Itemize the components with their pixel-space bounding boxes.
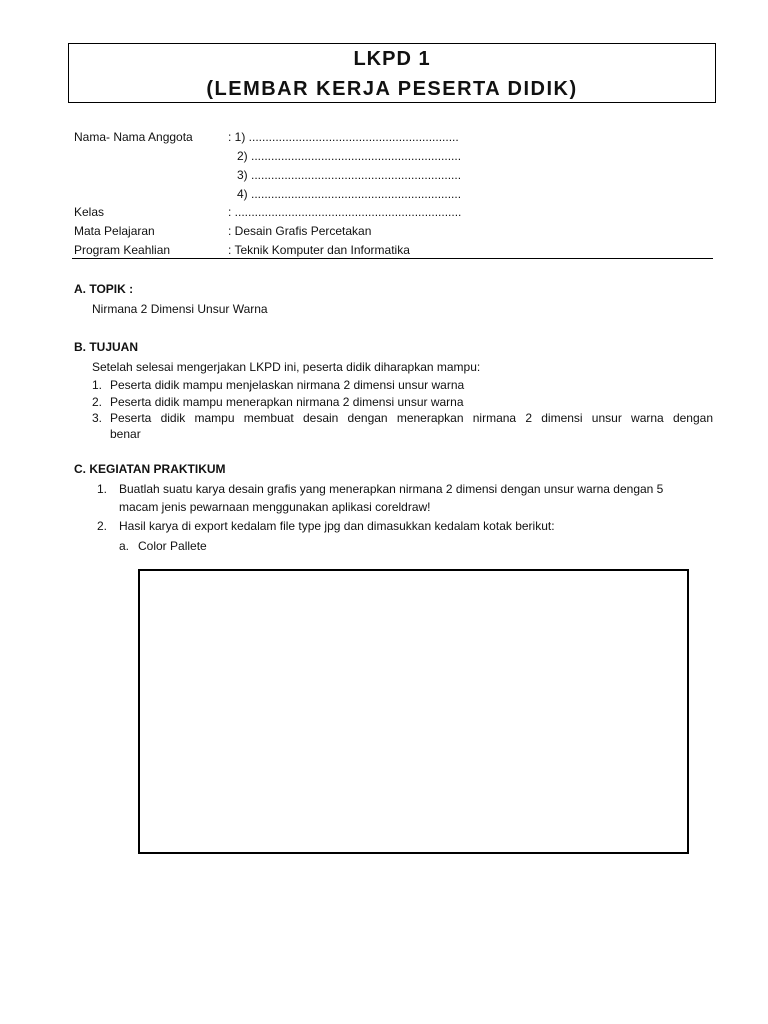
nama-label: Nama- Nama Anggota bbox=[74, 130, 193, 144]
tujuan-item-2: Peserta didik mampu menerapkan nirmana 2 dimensi unsur warna bbox=[110, 395, 464, 409]
kegiatan-num-2: 2. bbox=[97, 519, 108, 533]
tujuan-num-3: 3. bbox=[92, 411, 103, 425]
tujuan-num-1: 1. bbox=[92, 378, 103, 392]
subitem-color-pallete: Color Pallete bbox=[138, 539, 207, 553]
nama-line-3: 3) ............................................................... bbox=[237, 168, 462, 182]
kelas-label: Kelas bbox=[74, 205, 105, 219]
title-box bbox=[68, 43, 716, 103]
document-subtitle: (LEMBAR KERJA PESERTA DIDIK) bbox=[206, 78, 578, 100]
program-value: : Teknik Komputer dan Informatika bbox=[228, 243, 410, 257]
kegiatan-item-2-line-1: Hasil karya di export kedalam file type jpg dan dimasukkan kedalam kotak berikut: bbox=[119, 519, 555, 533]
nama-line-2: 2) ............................................................... bbox=[237, 149, 462, 163]
tujuan-item-3-line-2: benar bbox=[110, 427, 141, 441]
kegiatan-num-1: 1. bbox=[97, 482, 108, 496]
mapel-label: Mata Pelajaran bbox=[74, 224, 155, 238]
header-divider bbox=[72, 258, 713, 259]
color-pallete-image-box bbox=[138, 569, 689, 854]
kelas-value: : .................................................................... bbox=[228, 205, 462, 219]
subitem-num: a. bbox=[119, 539, 130, 553]
tujuan-item-1: Peserta didik mampu menjelaskan nirmana 2 dimensi unsur warna bbox=[110, 378, 465, 392]
document-title: LKPD 1 bbox=[353, 48, 431, 70]
tujuan-num-2: 2. bbox=[92, 395, 103, 409]
program-label: Program Keahlian bbox=[74, 243, 171, 257]
section-b-intro: Setelah selesai mengerjakan LKPD ini, peserta didik diharapkan mampu: bbox=[92, 360, 481, 374]
section-b-heading: B. TUJUAN bbox=[74, 340, 139, 354]
section-c-heading: C. KEGIATAN PRAKTIKUM bbox=[74, 462, 226, 476]
nama-line-1: : 1) ............................................................... bbox=[228, 130, 459, 144]
mapel-value: : Desain Grafis Percetakan bbox=[228, 224, 372, 238]
kegiatan-item-1-line-1: Buatlah suatu karya desain grafis yang menerapkan nirmana 2 dimensi dengan unsur warna dengan 5 bbox=[119, 482, 664, 496]
section-a-heading: A. TOPIK : bbox=[74, 282, 134, 296]
section-a-text: Nirmana 2 Dimensi Unsur Warna bbox=[92, 302, 268, 316]
kegiatan-item-1-line-2: macam jenis pewarnaan menggunakan aplikasi coreldraw! bbox=[119, 500, 431, 514]
tujuan-item-3-line-1: Peserta didik mampu membuat desain dengan menerapkan nirmana 2 dimensi unsur warna dengan bbox=[110, 411, 713, 425]
nama-line-4: 4) ............................................................... bbox=[237, 187, 462, 201]
